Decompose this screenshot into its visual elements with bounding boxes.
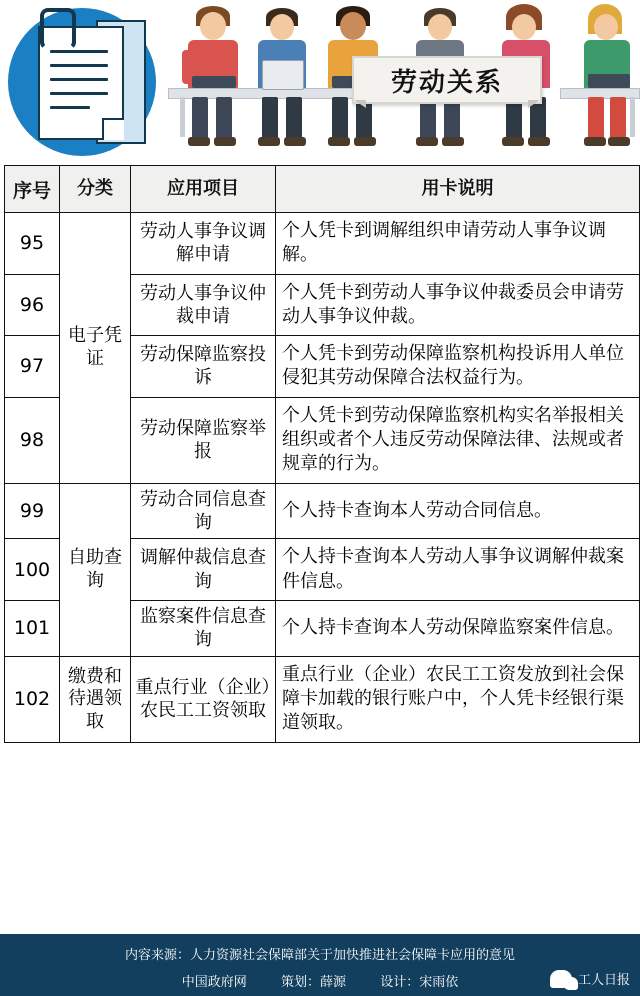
cell-item: 监察案件信息查询 bbox=[131, 601, 276, 657]
cell-category: 电子凭证 bbox=[60, 213, 131, 484]
paper-clip-icon bbox=[40, 8, 76, 50]
cell-item: 劳动保障监察投诉 bbox=[131, 336, 276, 398]
col-header-category: 分类 bbox=[60, 166, 131, 213]
cell-no: 99 bbox=[5, 483, 60, 539]
table-row bbox=[5, 213, 640, 275]
cell-no: 96 bbox=[5, 274, 60, 336]
cell-no: 98 bbox=[5, 397, 60, 483]
table-header-row bbox=[5, 166, 640, 213]
cell-item: 劳动合同信息查询 bbox=[131, 483, 276, 539]
cell-item: 重点行业（企业）农民工工资领取 bbox=[131, 656, 276, 742]
footer-designer: 设计：宋雨依 bbox=[380, 975, 459, 990]
cell-no: 97 bbox=[5, 336, 60, 398]
cell-no: 100 bbox=[5, 539, 60, 601]
footer-credits-line bbox=[0, 963, 640, 990]
cell-desc: 个人持卡查询本人劳动人事争议调解仲裁案件信息。 bbox=[276, 539, 640, 601]
header-illustration bbox=[0, 0, 640, 165]
wechat-account bbox=[550, 969, 630, 988]
wechat-account-name: 工人日报 bbox=[577, 972, 630, 987]
footer-planner: 策划：薛源 bbox=[280, 975, 346, 990]
col-header-no: 序号 bbox=[5, 166, 60, 213]
footer-source-label: 内容来源： bbox=[124, 948, 190, 963]
cell-desc: 个人持卡查询本人劳动合同信息。 bbox=[276, 483, 640, 539]
footer-source-value: 人力资源社会保障部关于加快推进社会保障卡应用的意见 bbox=[190, 948, 516, 963]
cell-item: 劳动保障监察举报 bbox=[131, 397, 276, 483]
section-banner-label: 劳动关系 bbox=[390, 67, 503, 98]
cell-desc: 个人持卡查询本人劳动保障监察案件信息。 bbox=[276, 601, 640, 657]
col-header-desc: 用卡说明 bbox=[276, 166, 640, 213]
table-row bbox=[5, 656, 640, 742]
cell-category: 自助查询 bbox=[60, 483, 131, 656]
footer-bar bbox=[0, 934, 640, 996]
cell-item: 劳动人事争议仲裁申请 bbox=[131, 274, 276, 336]
cell-desc: 重点行业（企业）农民工工资发放到社会保障卡加载的银行账户中，个人凭卡经银行渠道领取。 bbox=[276, 656, 640, 742]
cell-item: 调解仲裁信息查询 bbox=[131, 539, 276, 601]
cell-desc: 个人凭卡到劳动保障监察机构实名举报相关组织或者个人违反劳动保障法律、法规或者规章的行为。 bbox=[276, 397, 640, 483]
cell-desc: 个人凭卡到调解组织申请劳动人事争议调解。 bbox=[276, 213, 640, 275]
cell-desc: 个人凭卡到劳动保障监察机构投诉用人单位侵犯其劳动保障合法权益行为。 bbox=[276, 336, 640, 398]
cell-no: 102 bbox=[5, 656, 60, 742]
application-table bbox=[4, 165, 640, 743]
cell-item: 劳动人事争议调解申请 bbox=[131, 213, 276, 275]
table-wrapper bbox=[0, 165, 640, 743]
wechat-icon bbox=[550, 970, 572, 988]
section-banner bbox=[352, 56, 542, 104]
footer-source-line bbox=[0, 934, 640, 963]
col-header-item: 应用项目 bbox=[131, 166, 276, 213]
cell-no: 95 bbox=[5, 213, 60, 275]
cell-desc: 个人凭卡到劳动人事争议仲裁委员会申请劳动人事争议仲裁。 bbox=[276, 274, 640, 336]
footer-site: 中国政府网 bbox=[181, 975, 247, 990]
cell-category: 缴费和待遇领取 bbox=[60, 656, 131, 742]
cell-no: 101 bbox=[5, 601, 60, 657]
table-row bbox=[5, 483, 640, 539]
